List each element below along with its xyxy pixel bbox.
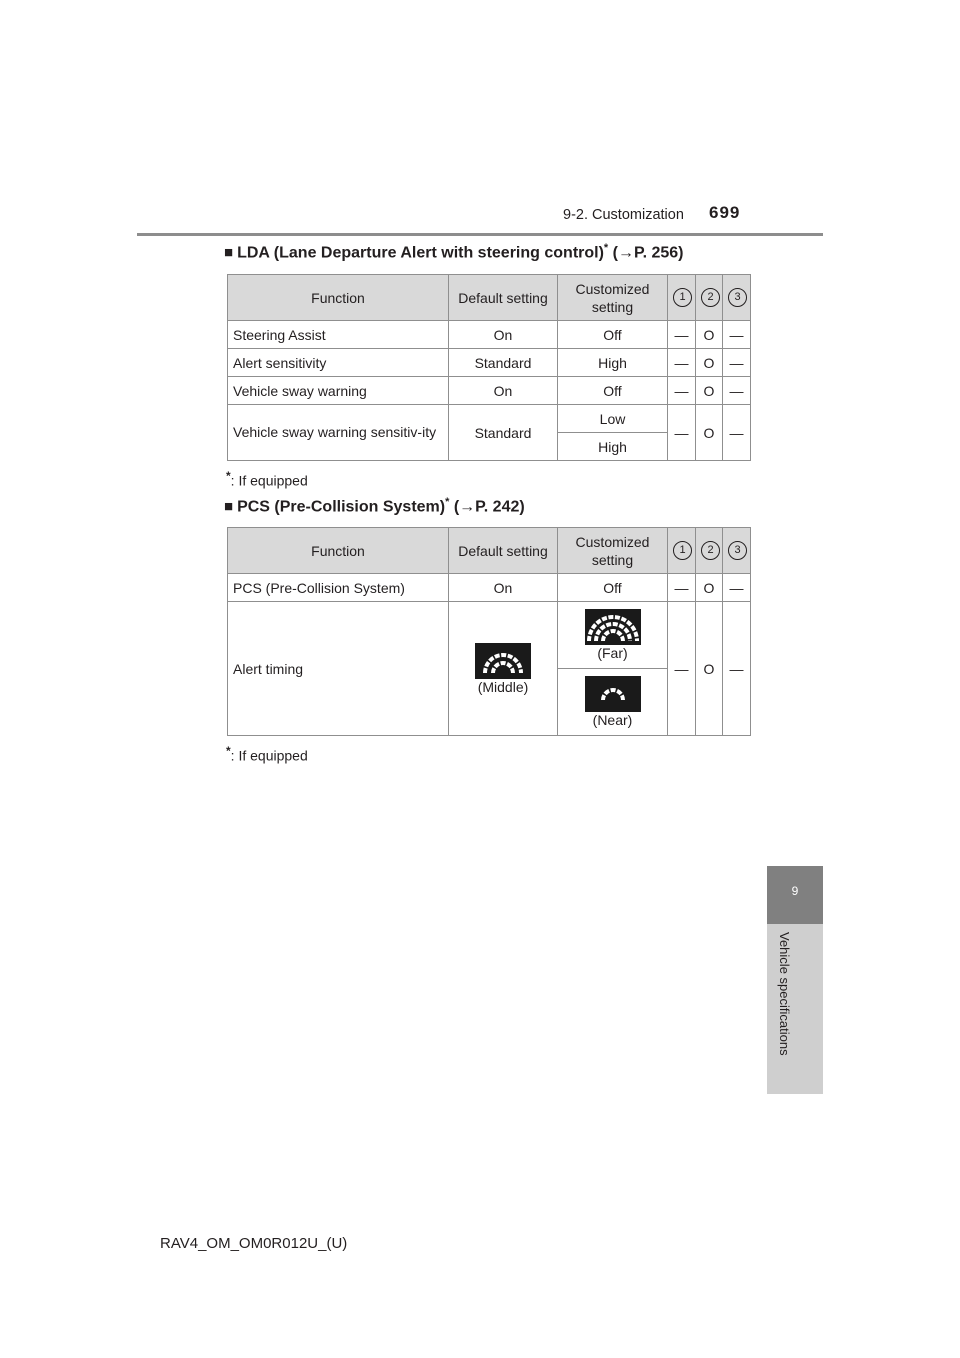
asterisk: * <box>226 744 231 758</box>
alert-timing-near-cell <box>558 669 668 736</box>
alert-timing-middle-caption: (Middle) <box>477 678 529 695</box>
lda-heading: ■ LDA (Lane Departure Alert with steering control)* (→P. 256) <box>224 242 684 262</box>
alert-timing-default-cell <box>449 602 558 736</box>
page-number: 699 <box>709 203 741 222</box>
alert-timing-far-icon <box>585 609 641 645</box>
lda-heading-text: LDA (Lane Departure Alert with steering control) <box>237 244 604 262</box>
circled-three-icon: 3 <box>728 541 747 560</box>
table-row: Steering Assist On Off — O — <box>228 321 751 349</box>
header-default-setting: Default setting <box>449 528 558 574</box>
table-row: PCS (Pre-Collision System) On Off — O — <box>228 574 751 602</box>
header-col-2 <box>696 275 723 321</box>
table-header-row <box>228 528 751 574</box>
page-reference[interactable]: P. 256) <box>633 244 684 262</box>
header-customized-setting: Customized setting <box>558 528 668 574</box>
pcs-footnote: *: If equipped <box>226 744 308 764</box>
header-col-2 <box>696 528 723 574</box>
pcs-settings-table <box>227 527 751 736</box>
table-row: Vehicle sway warning On Off — O — <box>228 377 751 405</box>
lda-footnote: *: If equipped <box>226 469 308 489</box>
header-customized-setting: Customized setting <box>558 275 668 321</box>
header-col-1 <box>668 528 696 574</box>
circled-one-icon: 1 <box>673 541 692 560</box>
asterisk: * <box>603 242 609 254</box>
header-divider <box>137 233 823 236</box>
header-col-3 <box>723 528 751 574</box>
header-col-3 <box>723 275 751 321</box>
asterisk: * <box>226 469 231 483</box>
header-function: Function <box>228 528 449 574</box>
page-reference[interactable]: P. 242) <box>475 498 525 516</box>
header-function: Function <box>228 275 449 321</box>
circled-one-icon: 1 <box>673 288 692 307</box>
table-row: Alert sensitivity Standard High — O — <box>228 349 751 377</box>
chapter-number: 9 <box>791 884 799 898</box>
circled-two-icon: 2 <box>701 541 720 560</box>
bullet-square-icon: ■ <box>224 244 234 262</box>
lda-settings-table <box>227 274 751 461</box>
alert-timing-middle-icon <box>475 643 531 679</box>
chapter-tab <box>767 866 823 924</box>
table-header-row <box>228 275 751 321</box>
pcs-heading-text: PCS (Pre-Collision System) <box>237 498 446 516</box>
chapter-label: Vehicle specifications <box>777 932 792 1056</box>
arrow-icon: → <box>617 244 634 262</box>
asterisk: * <box>445 496 450 508</box>
alert-timing-near-icon <box>585 676 641 712</box>
document-code: RAV4_OM_OM0R012U_(U) <box>160 1235 348 1252</box>
alert-timing-far-cell <box>558 602 668 669</box>
bullet-square-icon: ■ <box>224 498 234 516</box>
header-default-setting: Default setting <box>449 275 558 321</box>
table-row: High <box>228 433 751 461</box>
section-title: 9-2. Customization <box>563 207 684 223</box>
arrow-icon: → <box>459 498 476 516</box>
header-col-1 <box>668 275 696 321</box>
alert-timing-far-caption: (Far) <box>597 645 628 661</box>
circled-three-icon: 3 <box>728 288 747 307</box>
table-row: Alert timing (Middle) (Far) — O — <box>228 602 751 669</box>
pcs-heading: ■ PCS (Pre-Collision System)* (→P. 242) <box>224 496 525 516</box>
alert-timing-near-caption: (Near) <box>592 712 633 728</box>
table-row: Vehicle sway warning sensitiv-ity Standard Low — O — <box>228 405 751 433</box>
circled-two-icon: 2 <box>701 288 720 307</box>
